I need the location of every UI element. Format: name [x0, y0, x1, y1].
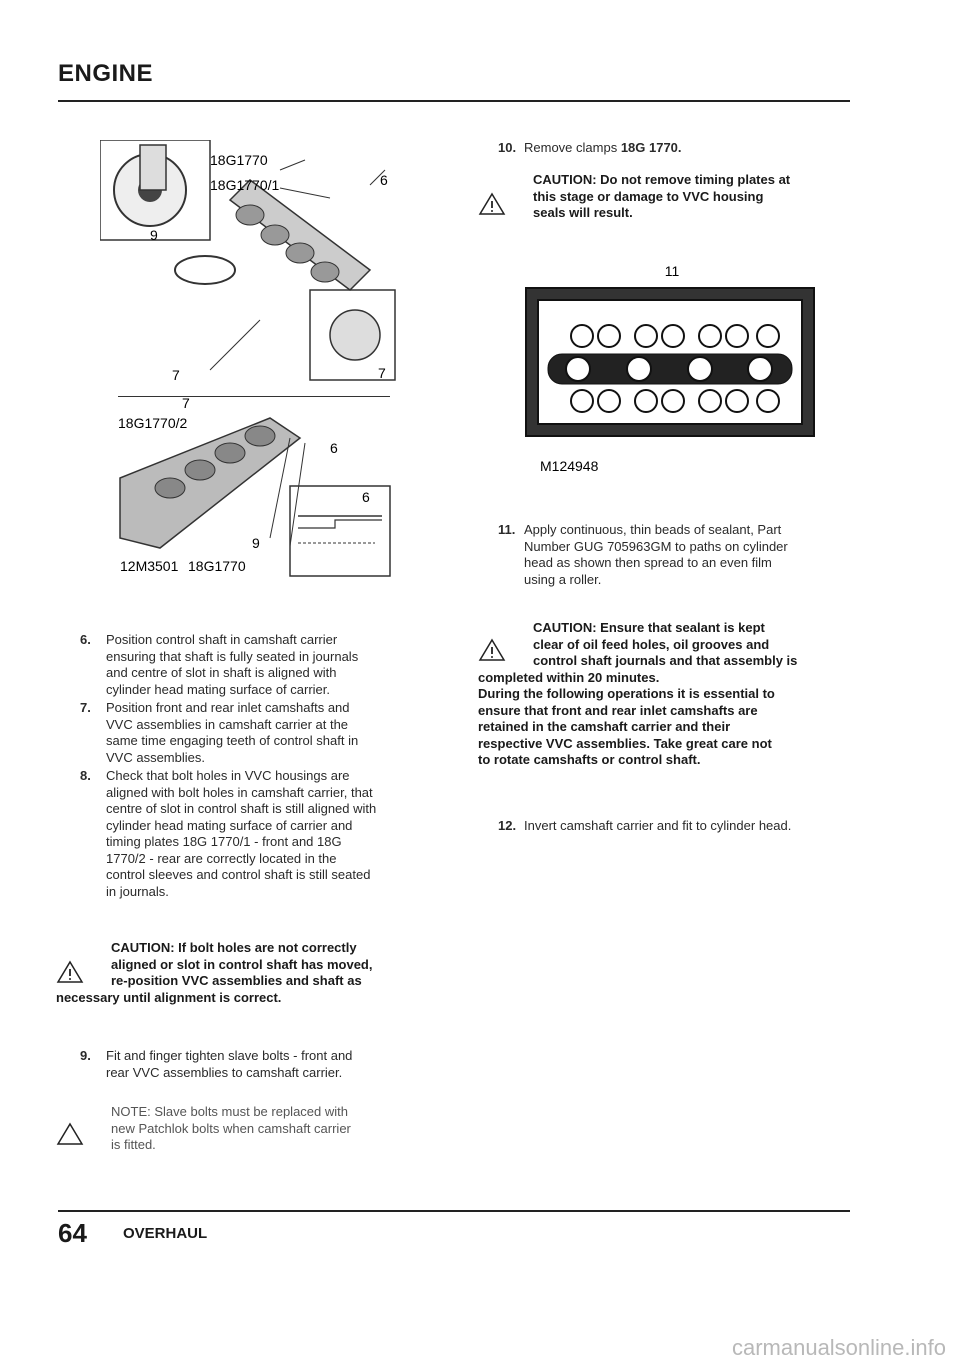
caution-line: CAUTION: If bolt holes are not correctly	[111, 940, 357, 955]
caution-line: this stage or damage to VVC housing	[533, 188, 764, 204]
step-10-tool: 18G 1770.	[620, 140, 682, 155]
figure-divider	[118, 396, 390, 397]
caution-line: re-position VVC assemblies and shaft as	[111, 973, 362, 988]
footer-rule	[58, 1210, 850, 1212]
label-9-middle: 9	[252, 535, 260, 551]
step-6-line: cylinder head mating surface of carrier.	[106, 681, 330, 697]
label-6-top: 6	[380, 172, 388, 188]
step-9-line: Fit and finger tighten slave bolts - front and	[106, 1048, 353, 1063]
label-9-top: 9	[150, 227, 158, 243]
step-11	[498, 522, 838, 588]
note-line: NOTE: Slave bolts must be replaced with	[111, 1104, 348, 1119]
caution-line: to rotate camshafts or control shaft.	[478, 752, 701, 767]
caution-line: control shaft journals and that assembly is	[533, 653, 798, 668]
note-line: new Patchlok bolts when camshaft carrier	[111, 1120, 351, 1136]
step-6	[80, 632, 420, 698]
caution-line: seals will result.	[533, 205, 633, 220]
step-6-line: ensuring that shaft is fully seated in journals	[106, 648, 359, 664]
label-6-middle: 6	[330, 440, 338, 456]
step-8-line: timing plates 18G 1770/1 - front and 18G	[106, 834, 342, 849]
label-12m3501: 12M3501	[120, 558, 179, 574]
step-11-line: Apply continuous, thin beads of sealant, Part	[524, 522, 782, 537]
label-7-middle: 7	[182, 398, 190, 411]
step-10-text: Remove clamps	[524, 140, 621, 155]
label-18g1770-bottom: 18G1770	[188, 558, 246, 574]
label-7-left: 7	[172, 367, 180, 383]
caution-line: necessary until alignment is correct.	[56, 989, 282, 1005]
step-8-line: centre of slot in control shaft is still aligned with	[106, 801, 377, 816]
caution-line: completed within 20 minutes.	[478, 669, 660, 685]
step-6-line: Position control shaft in camshaft carrier	[106, 632, 338, 647]
step-8	[80, 768, 430, 900]
caution-sealant	[478, 620, 850, 772]
label-18g1770-2: 18G1770/2	[118, 415, 188, 431]
page-header-title: ENGINE	[58, 60, 154, 87]
note-icon	[56, 1122, 84, 1146]
step-8-line: aligned with bolt holes in camshaft carrier, that	[106, 784, 373, 800]
step-12	[498, 818, 858, 836]
step-11-line: Number GUG 705963GM to paths on cylinder	[524, 538, 788, 554]
label-6-inset: 6	[362, 489, 370, 505]
step-8-line: in journals.	[106, 883, 169, 899]
caution-line: CAUTION: Ensure that sealant is kept	[533, 620, 765, 635]
step-8-line: 1770/2 - rear are correctly located in the	[106, 850, 337, 866]
label-18g1770-1: 18G1770/1	[210, 177, 280, 193]
header-rule	[58, 100, 850, 102]
camshaft-body	[230, 180, 370, 290]
step-11-line: head as shown then spread to an even film	[524, 555, 772, 570]
caution-line: respective VVC assemblies. Take great care not	[478, 735, 772, 751]
figure-code: M124948	[540, 458, 599, 474]
step-7-number: 7.	[80, 700, 91, 715]
step-8-line: control sleeves and control shaft is still seated	[106, 867, 371, 882]
section-title: OVERHAUL	[123, 1225, 208, 1242]
caution-line: clear of oil feed holes, oil grooves and	[533, 636, 770, 652]
step-7-line: VVC assemblies.	[106, 749, 205, 765]
label-18g1770: 18G1770	[210, 152, 268, 168]
caution-alignment	[56, 940, 416, 1008]
inset-box-section	[290, 486, 390, 576]
step-10-number: 10.	[498, 140, 517, 155]
step-9-line: rear VVC assemblies to camshaft carrier.	[106, 1064, 343, 1080]
step-8-line: Check that bolt holes in VVC housings are	[106, 768, 350, 783]
step-12-text: Invert camshaft carrier and fit to cylinder head.	[524, 818, 792, 833]
step-8-line: cylinder head mating surface of carrier and	[106, 817, 353, 833]
step-6-line: and centre of slot in shaft is aligned with	[106, 665, 337, 680]
step-7	[80, 700, 420, 766]
note-slave-bolts	[111, 1104, 431, 1156]
step-6-number: 6.	[80, 632, 91, 647]
watermark: carmanualsonline.info	[731, 1335, 946, 1360]
step-7-line: same time engaging teeth of control shaft in	[106, 733, 359, 748]
caution-line: CAUTION: Do not remove timing plates at	[533, 172, 791, 187]
step-9-number: 9.	[80, 1048, 91, 1063]
caution-icon	[478, 192, 506, 216]
caution-line: ensure that front and rear inlet camshafts are	[478, 702, 758, 718]
note-line: is fitted.	[111, 1137, 156, 1152]
label-11: 11	[664, 263, 680, 279]
step-12-number: 12.	[498, 818, 517, 833]
caution-timing-plates	[533, 172, 853, 224]
step-8-number: 8.	[80, 768, 91, 783]
step-10	[498, 140, 838, 158]
step-11-line: using a roller.	[524, 571, 602, 587]
figure-camshaft-clamps	[100, 140, 400, 390]
label-7-inset: 7	[378, 365, 386, 381]
step-7-line: VVC assemblies in camshaft carrier at the	[106, 716, 349, 732]
step-7-line: Position front and rear inlet camshafts and	[106, 700, 350, 715]
step-9	[80, 1048, 420, 1082]
caution-line: During the following operations it is essential to	[478, 686, 775, 701]
page-number: 64	[58, 1218, 87, 1248]
caution-line: retained in the camshaft carrier and their	[478, 719, 731, 734]
step-11-number: 11.	[498, 522, 516, 537]
caution-line: aligned or slot in control shaft has moved,	[111, 956, 373, 972]
figure-cylinder-head-sealant	[522, 256, 822, 486]
figure-timing-plates	[100, 398, 400, 578]
